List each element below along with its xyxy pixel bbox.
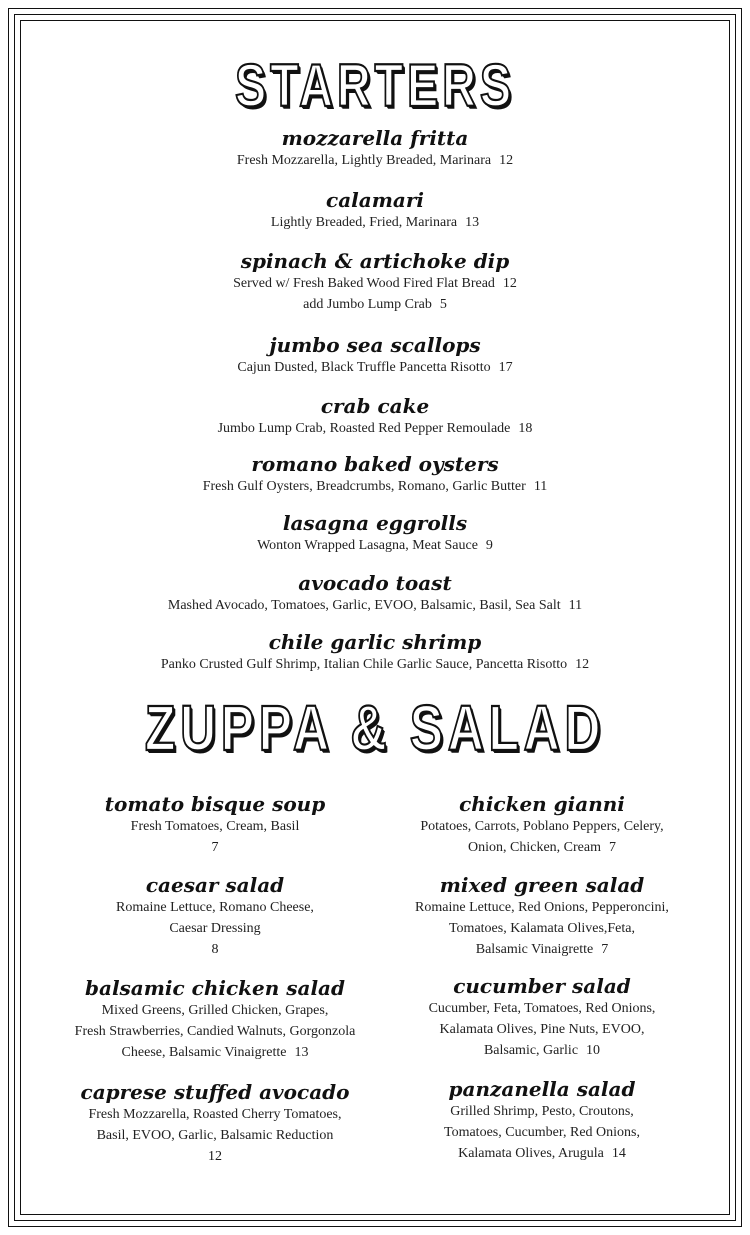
item-description: Fresh Tomatoes, Cream, Basil bbox=[130, 819, 300, 834]
item-description: Mashed Avocado, Tomatoes, Garlic, EVOO, Balsamic, Basil, Sea Salt 11 bbox=[167, 598, 583, 613]
item-addon: add Jumbo Lump Crab 5 bbox=[303, 297, 447, 312]
item-name: lasagna eggrolls bbox=[282, 511, 468, 535]
item-description: Panko Crusted Gulf Shrimp, Italian Chile Garlic Sauce, Pancetta Risotto 12 bbox=[160, 657, 590, 672]
item-price: 13 bbox=[294, 1045, 309, 1060]
menu-item-mixed-green-salad bbox=[372, 873, 712, 960]
item-price: 10 bbox=[586, 1043, 601, 1058]
item-description: Wonton Wrapped Lasagna, Meat Sauce 9 bbox=[257, 538, 493, 553]
item-description: Potatoes, Carrots, Poblano Peppers, Celery, bbox=[420, 819, 664, 834]
zuppa-salad-heading: ZUPPA & SALAD bbox=[144, 692, 606, 764]
item-description: Cheese, Balsamic Vinaigrette 13 bbox=[121, 1045, 309, 1060]
item-price: 8 bbox=[211, 942, 219, 957]
item-description: Fresh Mozzarella, Lightly Breaded, Marinara 12 bbox=[236, 153, 514, 168]
item-name: cucumber salad bbox=[453, 974, 631, 998]
menu-item-cucumber-salad bbox=[372, 974, 712, 1061]
menu-item-calamari bbox=[0, 188, 750, 233]
item-description: Onion, Chicken, Cream 7 bbox=[468, 840, 616, 855]
item-price: 14 bbox=[611, 1146, 626, 1161]
item-name: spinach & artichoke dip bbox=[240, 249, 510, 273]
item-price: 7 bbox=[608, 840, 616, 855]
menu-item-crab-cake bbox=[0, 394, 750, 439]
menu-item-caesar-salad bbox=[45, 873, 385, 961]
item-description: Fresh Strawberries, Candied Walnuts, Gorgonzola bbox=[74, 1024, 356, 1039]
item-description: Lightly Breaded, Fried, Marinara 13 bbox=[270, 215, 480, 230]
menu-item-romano-baked-oysters bbox=[0, 452, 750, 497]
item-name: mozzarella fritta bbox=[281, 126, 469, 150]
starters-heading: STARTERS bbox=[235, 52, 515, 119]
menu-item-balsamic-chicken-salad bbox=[45, 976, 385, 1063]
item-price: 12 bbox=[208, 1149, 222, 1164]
menu-item-panzanella-salad bbox=[372, 1077, 712, 1164]
item-description: Kalamata Olives, Arugula 14 bbox=[458, 1146, 626, 1161]
item-name: crab cake bbox=[320, 394, 430, 418]
item-description: Cajun Dusted, Black Truffle Pancetta Risotto 17 bbox=[237, 360, 513, 375]
item-description: Tomatoes, Cucumber, Red Onions, bbox=[444, 1125, 640, 1140]
item-description: Balsamic, Garlic 10 bbox=[483, 1043, 601, 1058]
item-description: Served w/ Fresh Baked Wood Fired Flat Bread 12 bbox=[233, 276, 517, 291]
item-price: 18 bbox=[518, 421, 533, 436]
item-description: Grilled Shrimp, Pesto, Croutons, bbox=[450, 1104, 634, 1119]
item-price: 13 bbox=[465, 215, 480, 230]
item-description: Fresh Gulf Oysters, Breadcrumbs, Romano, Garlic Butter 11 bbox=[202, 479, 548, 494]
addon-price: 5 bbox=[439, 297, 447, 312]
menu-item-mozzarella-fritta bbox=[0, 126, 750, 171]
menu-item-avocado-toast bbox=[0, 571, 750, 616]
menu-item-chile-garlic-shrimp bbox=[0, 630, 750, 675]
item-description: Romaine Lettuce, Romano Cheese, bbox=[116, 900, 314, 915]
item-description: Romaine Lettuce, Red Onions, Pepperoncini, bbox=[415, 900, 669, 915]
item-price: 11 bbox=[568, 598, 583, 613]
item-price: 12 bbox=[575, 657, 590, 672]
item-price: 11 bbox=[533, 479, 548, 494]
menu-item-chicken-gianni bbox=[372, 792, 712, 858]
item-description: Jumbo Lump Crab, Roasted Red Pepper Remoulade 18 bbox=[217, 421, 533, 436]
item-description: Caesar Dressing bbox=[169, 921, 261, 936]
item-name: balsamic chicken salad bbox=[85, 976, 345, 1000]
item-name: caesar salad bbox=[145, 873, 285, 897]
item-name: panzanella salad bbox=[448, 1077, 636, 1101]
menu-item-spinach-artichoke-dip bbox=[0, 249, 750, 315]
item-name: mixed green salad bbox=[439, 873, 645, 897]
item-name: chile garlic shrimp bbox=[268, 630, 482, 654]
item-description: Basil, EVOO, Garlic, Balsamic Reduction bbox=[96, 1128, 334, 1143]
item-description: Tomatoes, Kalamata Olives,Feta, bbox=[448, 921, 636, 936]
menu-item-caprese-stuffed-avocado bbox=[45, 1080, 385, 1168]
item-description: Mixed Greens, Grilled Chicken, Grapes, bbox=[101, 1003, 329, 1018]
menu-item-tomato-bisque-soup bbox=[45, 792, 385, 859]
item-name: caprese stuffed avocado bbox=[80, 1080, 350, 1104]
item-name: avocado toast bbox=[298, 571, 452, 595]
item-name: romano baked oysters bbox=[251, 452, 499, 476]
item-price: 17 bbox=[498, 360, 513, 375]
item-description: Fresh Mozzarella, Roasted Cherry Tomatoes, bbox=[88, 1107, 342, 1122]
item-description: Kalamata Olives, Pine Nuts, EVOO, bbox=[439, 1022, 645, 1037]
menu-item-lasagna-eggrolls bbox=[0, 511, 750, 556]
item-description: Balsamic Vinaigrette 7 bbox=[475, 942, 609, 957]
item-name: calamari bbox=[326, 188, 424, 212]
item-name: chicken gianni bbox=[459, 792, 625, 816]
item-price: 12 bbox=[502, 276, 517, 291]
item-name: jumbo sea scallops bbox=[269, 333, 481, 357]
item-price: 7 bbox=[211, 840, 219, 855]
item-price: 12 bbox=[499, 153, 514, 168]
menu-item-jumbo-sea-scallops bbox=[0, 333, 750, 378]
item-name: tomato bisque soup bbox=[104, 792, 326, 816]
item-description: Cucumber, Feta, Tomatoes, Red Onions, bbox=[428, 1001, 656, 1016]
item-price: 9 bbox=[485, 538, 493, 553]
item-price: 7 bbox=[601, 942, 609, 957]
